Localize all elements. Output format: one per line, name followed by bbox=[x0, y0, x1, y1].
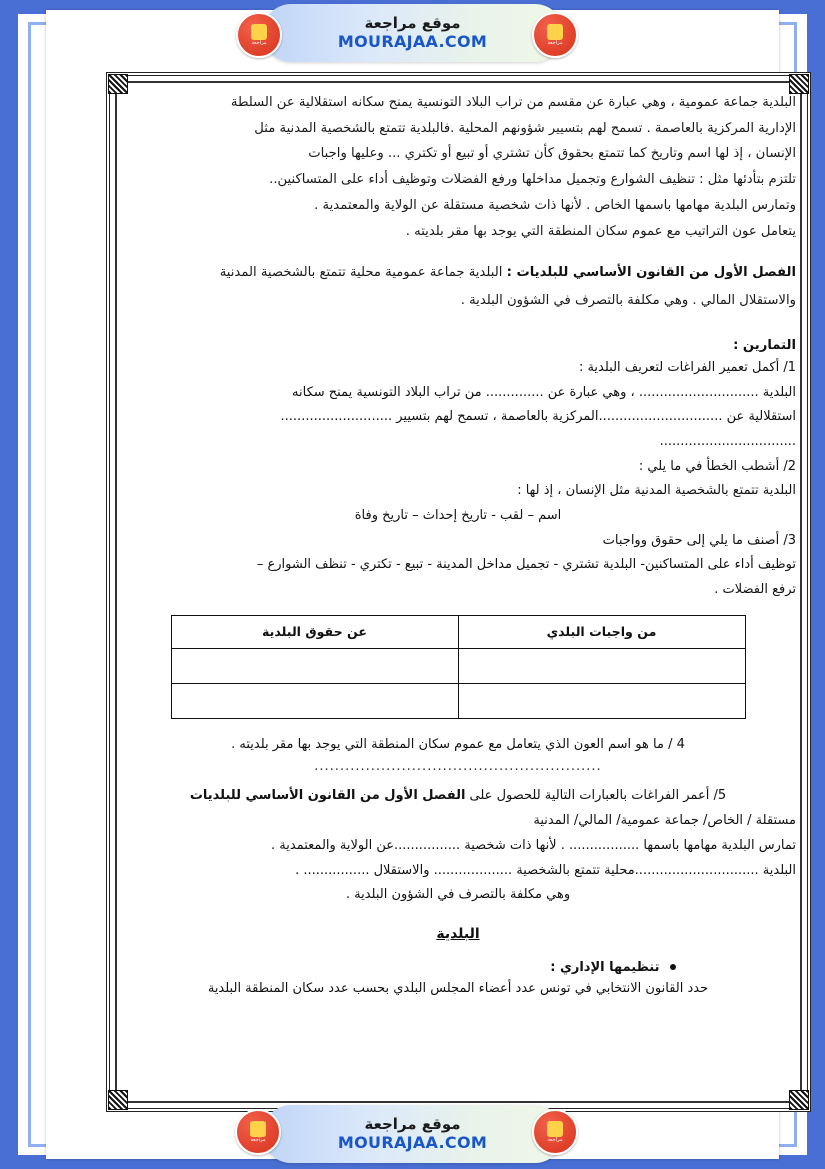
exercise-3-text: أصنف ما يلي إلى حقوق وواجبات bbox=[602, 532, 780, 548]
question-5-line-3: وهي مكلفة بالتصرف في الشؤون البلدية . bbox=[345, 887, 571, 903]
badge-bottom-right-label: مراجعة bbox=[547, 1136, 563, 1143]
question-5 bbox=[120, 784, 796, 907]
watermark-bottom-title: موقع مراجعة bbox=[364, 1114, 461, 1133]
duties-rights-table-wrapper bbox=[171, 615, 746, 719]
law-article-heading-line bbox=[120, 260, 796, 286]
intro-line-3: الإنسان ، إذ لها اسم وتاريخ كما تتمتع بحقوق كأن تشتري أو تبيع أو تكتري ... وعليها واجبات bbox=[308, 146, 796, 162]
table-cell-rights-1[interactable] bbox=[171, 648, 458, 683]
table-row bbox=[171, 648, 745, 683]
question-5-line-2[interactable]: البلدية ..............................محلية تتمتع بالشخصية ................... والاستقلال ................ . bbox=[295, 862, 796, 878]
law-article-line-1: البلدية جماعة عمومية محلية تتمتع بالشخصية المدنية bbox=[219, 265, 503, 281]
badge-logo-icon bbox=[547, 24, 563, 40]
subsection-body-line: حدد القانون الانتخابي في تونس عدد أعضاء المجلس البلدي بحسب عدد سكان المنطقة البلدية bbox=[207, 980, 709, 996]
watermark-banner-top bbox=[263, 4, 563, 62]
watermark-badge-top-right-icon bbox=[532, 12, 578, 58]
subsection-bullet-line bbox=[120, 960, 796, 975]
bullet-dot-icon bbox=[670, 964, 676, 970]
exercise-3-line-2: ترفع الفضلات . bbox=[714, 582, 796, 598]
badge-top-left-label: مراجعة bbox=[251, 39, 267, 46]
intro-line-4: تلتزم بتأدئها مثل : تنظيف الشوارع وتجميل مداخلها ورفع الفضلات وتوظيف أداء على المتساكنين.. bbox=[269, 172, 796, 188]
badge-logo-icon bbox=[251, 24, 267, 40]
exercise-3 bbox=[120, 529, 796, 603]
badge-logo-icon bbox=[547, 1121, 563, 1137]
duties-rights-table bbox=[171, 615, 746, 719]
exercises-title: التمارين : bbox=[733, 337, 796, 353]
exercise-2-prompt bbox=[120, 455, 796, 480]
question-5-number: 5/ bbox=[713, 788, 727, 804]
table-header-duties: من واجبات البلدي bbox=[458, 615, 745, 648]
intro-line-6: يتعامل عون التراتيب مع عموم سكان المنطقة التي يوجد بها مقر بلديته . bbox=[405, 223, 796, 239]
exercise-1-prompt bbox=[120, 356, 796, 381]
exercise-1-number: 1/ bbox=[783, 359, 796, 375]
table-cell-duties-2[interactable] bbox=[458, 683, 745, 718]
exercise-1-text: أكمل تعمير الفراغات لتعريف البلدية : bbox=[578, 359, 780, 375]
table-row bbox=[171, 683, 745, 718]
table-cell-duties-1[interactable] bbox=[458, 648, 745, 683]
question-5-line-1[interactable]: تمارس البلدية مهامها باسمها ................. . لأنها ذات شخصية ................عن الولاية والمعتمدية . bbox=[271, 837, 796, 853]
intro-block bbox=[120, 90, 796, 244]
table-cell-rights-2[interactable] bbox=[171, 683, 458, 718]
exercise-1 bbox=[120, 356, 796, 455]
badge-logo-icon bbox=[250, 1121, 266, 1137]
table-header-row bbox=[171, 615, 745, 648]
exercise-2-line-2: اسم – لقب - تاريخ إحداث – تاريخ وفاة bbox=[354, 508, 562, 523]
exercise-1-line-2: استقلالية عن ..............................المركزية بالعاصمة ، تسمح لهم بتسيير ........................... bbox=[280, 409, 796, 425]
watermark-banner-bottom bbox=[263, 1105, 563, 1163]
exercise-2-text: أشطب الخطأ في ما يلي : bbox=[638, 458, 780, 474]
section-heading-baladiya: البلدية bbox=[436, 925, 480, 942]
exercise-1-line-3: ................................. bbox=[659, 433, 796, 449]
intro-line-2: الإدارية المركزية بالعاصمة . تسمح لهم بتسيير شؤونهم المحلية .فالبلدية تتمتع بالشخصية المدنية مثل bbox=[254, 120, 796, 136]
watermark-top-url[interactable]: MOURAJAA.COM bbox=[337, 32, 488, 52]
badge-top-right-label: مراجعة bbox=[547, 39, 563, 46]
exercise-3-number: 3/ bbox=[783, 532, 796, 548]
question-5-text-before: أعمر الفراغات بالعبارات التالية للحصول على bbox=[469, 788, 710, 804]
exercise-1-line-1: البلدية ............................. ، وهي عبارة عن .............. من تراب البلاد التونسية يمنح سكانه bbox=[292, 384, 796, 400]
question-4-text: ما هو اسم العون الذي يتعامل مع عموم سكان المنطقة التي يوجد بها مقر بلديته . bbox=[231, 736, 664, 752]
question-4-answer-dots[interactable]: ........................................................ bbox=[314, 759, 602, 775]
watermark-badge-bottom-left-icon bbox=[235, 1109, 281, 1155]
question-4 bbox=[120, 733, 796, 775]
watermark-badge-top-left-icon bbox=[236, 12, 282, 58]
exercise-3-prompt bbox=[120, 529, 796, 554]
law-article-block bbox=[120, 260, 796, 313]
badge-bottom-left-label: مراجعة bbox=[250, 1136, 266, 1143]
subsection-bullet-label: تنظيمها الإداري : bbox=[550, 959, 660, 975]
document-content bbox=[120, 90, 796, 1094]
question-4-text-line bbox=[120, 733, 796, 758]
question-4-number: 4 / bbox=[668, 736, 685, 752]
watermark-top-title: موقع مراجعة bbox=[364, 13, 461, 32]
exercise-3-line-1: توظيف أداء على المتساكنين- البلدية تشتري - تجميل مداخل المدينة - تبيع - تكتري - تنظف الشوارع – bbox=[256, 557, 796, 573]
exercise-2 bbox=[120, 455, 796, 529]
document-sheet bbox=[46, 10, 796, 1159]
exercise-2-number: 2/ bbox=[783, 458, 796, 474]
law-article-heading: الفصل الأول من القانون الأساسي للبلديات : bbox=[506, 265, 796, 281]
watermark-badge-bottom-right-icon bbox=[532, 1109, 578, 1155]
question-5-text-bold: الفصل الأول من القانون الأساسي للبلديات bbox=[189, 788, 466, 804]
intro-line-5: وتمارس البلدية مهامها باسمها الخاص . لأنها ذات شخصية مستقلة عن الولاية والمعتمدية . bbox=[314, 197, 796, 213]
question-5-prompt bbox=[120, 784, 796, 809]
exercise-2-line-1: البلدية تتمتع بالشخصية المدنية مثل الإنسان ، إذ لها : bbox=[517, 483, 796, 499]
law-article-line-2: والاستقلال المالي . وهي مكلفة بالتصرف في الشؤون البلدية . bbox=[460, 293, 796, 309]
watermark-bottom-url[interactable]: MOURAJAA.COM bbox=[337, 1133, 488, 1153]
table-header-rights: عن حقوق البلدية bbox=[171, 615, 458, 648]
intro-line-1: البلدية جماعة عمومية ، وهي عبارة عن مقسم من تراب البلاد التونسية يمنح سكانه استقلالية عن السلطة bbox=[230, 95, 796, 110]
question-5-options: مستقلة / الخاص/ جماعة عمومية/ المالي/ المدنية bbox=[533, 813, 796, 829]
